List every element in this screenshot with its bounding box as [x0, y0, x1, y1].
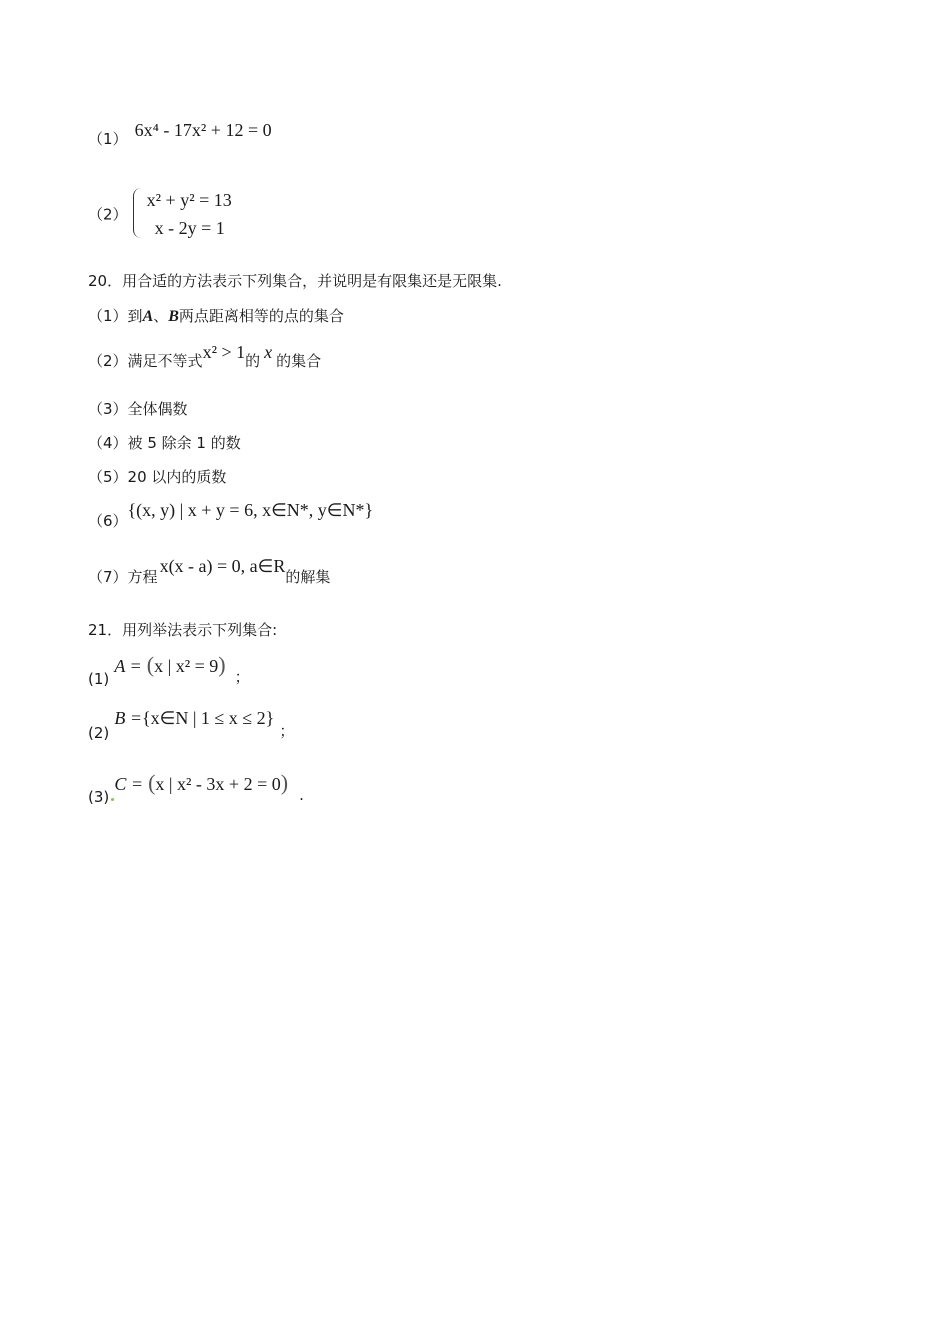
- equation: 6x⁴ - 17x² + 12 = 0: [134, 120, 272, 140]
- system-equation-2: x - 2y = 1: [154, 218, 225, 238]
- equation: x(x - a) = 0, a∈R: [159, 556, 286, 576]
- variable-x: x: [264, 342, 273, 362]
- set-body: x | x² - 3x + 2 = 0: [155, 774, 281, 794]
- q21-item-2: [88, 708, 295, 742]
- equation-system: [133, 186, 232, 242]
- q20-item-7: （7）方程x(x - a) = 0, a∈R的解集: [88, 556, 331, 586]
- point-a: A: [142, 308, 154, 325]
- q19-item-2: [88, 186, 232, 242]
- inequality: x² > 1: [202, 342, 246, 362]
- item-label: （7）: [88, 568, 128, 586]
- item-label: （5）: [88, 468, 128, 486]
- q21-item-1: [88, 652, 250, 688]
- q20-item-2: （2）满足不等式x² > 1的 x 的集合: [88, 342, 322, 370]
- item-label: （2）: [88, 352, 128, 370]
- q20-item-6: [88, 500, 374, 530]
- left-brace-icon: (: [148, 770, 156, 795]
- punctuation: .: [299, 786, 304, 804]
- item-label: （2）: [88, 205, 128, 224]
- q21-title: 21．用列举法表示下列集合:: [88, 621, 278, 639]
- set-body: x | x² = 9: [154, 656, 219, 676]
- q20-item-4: （4）被 5 除余 1 的数: [88, 434, 241, 452]
- set-expression: {(x, y) | x + y = 6, x∈N*, y∈N*}: [127, 500, 374, 520]
- q20-item-1: （1）到A、B两点距离相等的点的集合: [88, 307, 344, 325]
- item-label: (2): [88, 724, 110, 742]
- item-label: （1）: [88, 307, 128, 325]
- set-body: {x∈N | 1 ≤ x ≤ 2}: [142, 708, 275, 728]
- item-label: （1）: [88, 130, 128, 148]
- set-name: A =: [114, 656, 142, 676]
- item-label: (1): [88, 670, 110, 688]
- q20-item-5: （5）20 以内的质数: [88, 468, 227, 486]
- point-b: B: [168, 308, 179, 325]
- item-label: （6）: [88, 512, 128, 530]
- punctuation: ；: [279, 722, 295, 740]
- set-name: B =: [114, 708, 142, 728]
- item-label: （3）: [88, 400, 128, 418]
- left-brace-icon: [133, 188, 142, 238]
- system-equation-1: x² + y² = 13: [146, 190, 232, 210]
- q20-title: 20．用合适的方法表示下列集合，并说明是有限集还是无限集.: [88, 272, 502, 290]
- item-label: （4）: [88, 434, 128, 452]
- set-name: C =: [114, 774, 143, 794]
- item-label: (3): [88, 788, 110, 806]
- q21-item-3: [88, 770, 304, 806]
- q20-item-3: （3）全体偶数: [88, 400, 188, 418]
- left-brace-icon: (: [146, 652, 155, 677]
- q19-item-1: [88, 120, 272, 149]
- right-brace-icon: ): [280, 770, 289, 795]
- marker-dot: [111, 798, 114, 801]
- right-brace-icon: ): [218, 652, 226, 677]
- punctuation: ；: [234, 668, 250, 686]
